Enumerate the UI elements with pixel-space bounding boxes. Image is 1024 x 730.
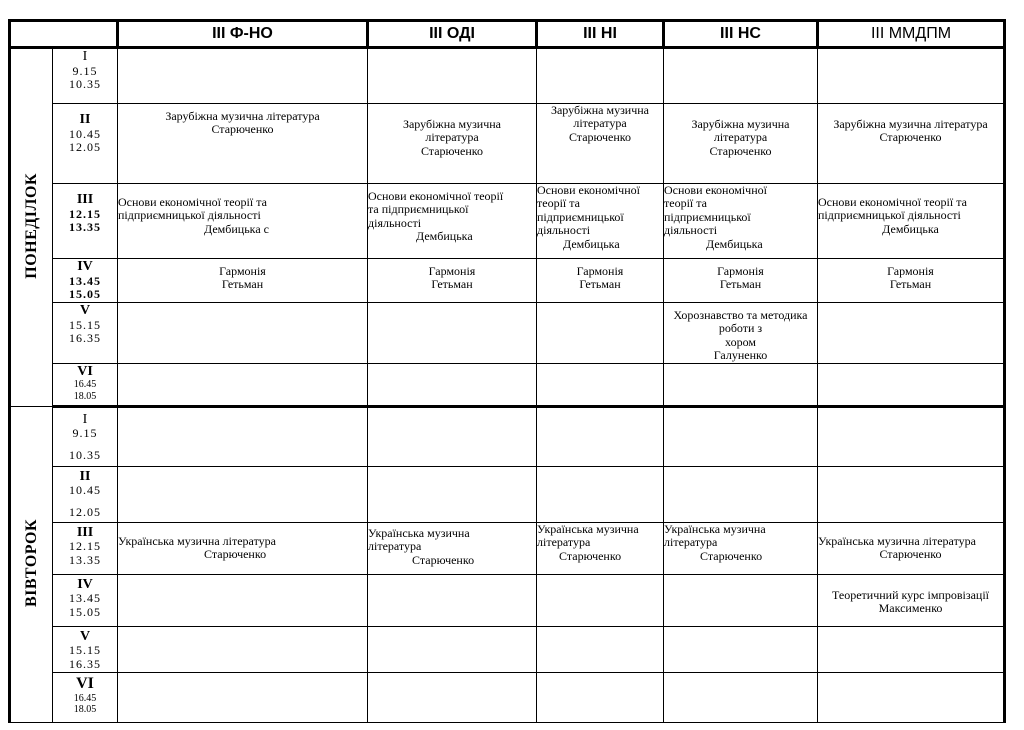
time-cell: ІІІ 12.15 13.35: [53, 522, 118, 574]
lesson-cell: [368, 626, 537, 672]
lesson-cell: [368, 672, 537, 722]
lesson-cell: Основи економічної теорії та підприємницької діяльності Дембицька: [537, 184, 664, 259]
tue-period-5: [10, 626, 1005, 672]
lesson-cell: [537, 672, 664, 722]
lesson-cell: [537, 466, 664, 522]
day-monday: ПОНЕДІЛОК: [10, 48, 53, 407]
time-cell: ІV 13.45 15.05: [53, 259, 118, 303]
lesson-cell: [368, 303, 537, 364]
lesson-cell: [664, 574, 818, 626]
lesson-cell: Українська музична література Старюченко: [537, 522, 664, 574]
lesson-cell: Зарубіжна музична література Старюченко: [118, 104, 368, 184]
lesson-cell: [118, 48, 368, 104]
tue-period-1: [10, 406, 1005, 466]
lesson-cell: Основи економічної теорії та підприємницької діяльності Дембицька с: [118, 184, 368, 259]
lesson-cell: Українська музична література Старюченко: [664, 522, 818, 574]
lesson-cell: Основи економічної теорії та підприємницької діяльності Дембицька: [818, 184, 1005, 259]
header-empty: [10, 21, 118, 48]
time-cell: V 15.15 16.35: [53, 303, 118, 364]
group-ns: ІІІ НС: [664, 21, 818, 48]
mon-period-6: [10, 363, 1005, 406]
lesson-cell: [368, 363, 537, 406]
lesson-cell: [537, 363, 664, 406]
group-odi: ІІІ ОДІ: [368, 21, 537, 48]
time-cell: І 9.15 10.35: [53, 48, 118, 104]
lesson-cell: [664, 466, 818, 522]
lesson-cell: [118, 303, 368, 364]
lesson-cell: Зарубіжна музична література Старюченко: [664, 104, 818, 184]
day-tuesday: ВІВТОРОК: [10, 406, 53, 722]
lesson-cell: Зарубіжна музична література Старюченко: [368, 104, 537, 184]
lesson-cell: Хорознавство та методика роботи з хором Галуненко: [664, 303, 818, 364]
lesson-cell: [818, 363, 1005, 406]
mon-period-4: [10, 259, 1005, 303]
lesson-cell: Гармонія Гетьман: [664, 259, 818, 303]
lesson-cell: [118, 406, 368, 466]
lesson-cell: [537, 303, 664, 364]
lesson-cell: Українська музична література Старюченко: [368, 522, 537, 574]
lesson-cell: [818, 303, 1005, 364]
time-cell: І 9.15 10.35: [53, 406, 118, 466]
lesson-cell: [664, 626, 818, 672]
lesson-cell: [818, 672, 1005, 722]
lesson-cell: [818, 406, 1005, 466]
lesson-cell: [537, 48, 664, 104]
tue-period-6: [10, 672, 1005, 722]
lesson-cell: Українська музична література Старюченко: [118, 522, 368, 574]
mon-period-3: [10, 184, 1005, 259]
lesson-cell: Основи економічної теорії та підприємницької діяльності Дембицька: [368, 184, 537, 259]
lesson-cell: Теоретичний курс імпровізації Максименко: [818, 574, 1005, 626]
schedule-table: [8, 19, 1006, 723]
lesson-cell: Зарубіжна музична література Старюченко: [537, 104, 664, 184]
lesson-cell: Гармонія Гетьман: [118, 259, 368, 303]
mon-period-2: [10, 104, 1005, 184]
lesson-cell: Українська музична література Старюченко: [818, 522, 1005, 574]
time-cell: ІІ 10.45 12.05: [53, 466, 118, 522]
tue-period-4: [10, 574, 1005, 626]
lesson-cell: [664, 48, 818, 104]
tue-period-3: [10, 522, 1005, 574]
lesson-cell: [664, 363, 818, 406]
lesson-cell: [368, 406, 537, 466]
lesson-cell: [664, 406, 818, 466]
lesson-cell: [118, 672, 368, 722]
lesson-cell: [818, 48, 1005, 104]
header-row: [10, 21, 1005, 48]
group-fno: ІІІ Ф-НО: [118, 21, 368, 48]
lesson-cell: Гармонія Гетьман: [368, 259, 537, 303]
lesson-cell: Гармонія Гетьман: [537, 259, 664, 303]
lesson-cell: [368, 466, 537, 522]
lesson-cell: [118, 574, 368, 626]
lesson-cell: [118, 466, 368, 522]
lesson-cell: Зарубіжна музична література Старюченко: [818, 104, 1005, 184]
lesson-cell: Гармонія Гетьман: [818, 259, 1005, 303]
lesson-cell: Основи економічної теорії та підприємницької діяльності Дембицька: [664, 184, 818, 259]
group-ni: ІІІ НІ: [537, 21, 664, 48]
time-cell: ІІІ 12.15 13.35: [53, 184, 118, 259]
lesson-cell: [368, 48, 537, 104]
lesson-cell: [664, 672, 818, 722]
lesson-cell: [537, 406, 664, 466]
time-cell: V 15.15 16.35: [53, 626, 118, 672]
lesson-cell: [818, 626, 1005, 672]
lesson-cell: [118, 363, 368, 406]
group-mmdpm: ІІІ ММДПМ: [818, 21, 1005, 48]
lesson-cell: [537, 574, 664, 626]
lesson-cell: [118, 626, 368, 672]
lesson-cell: [537, 626, 664, 672]
lesson-cell: [368, 574, 537, 626]
time-cell: ІІ 10.45 12.05: [53, 104, 118, 184]
time-cell: VІ 16.45 18.05: [53, 672, 118, 722]
time-cell: VІ 16.45 18.05: [53, 363, 118, 406]
mon-period-5: [10, 303, 1005, 364]
mon-period-1: [10, 48, 1005, 104]
lesson-cell: [818, 466, 1005, 522]
time-cell: ІV 13.45 15.05: [53, 574, 118, 626]
tue-period-2: [10, 466, 1005, 522]
